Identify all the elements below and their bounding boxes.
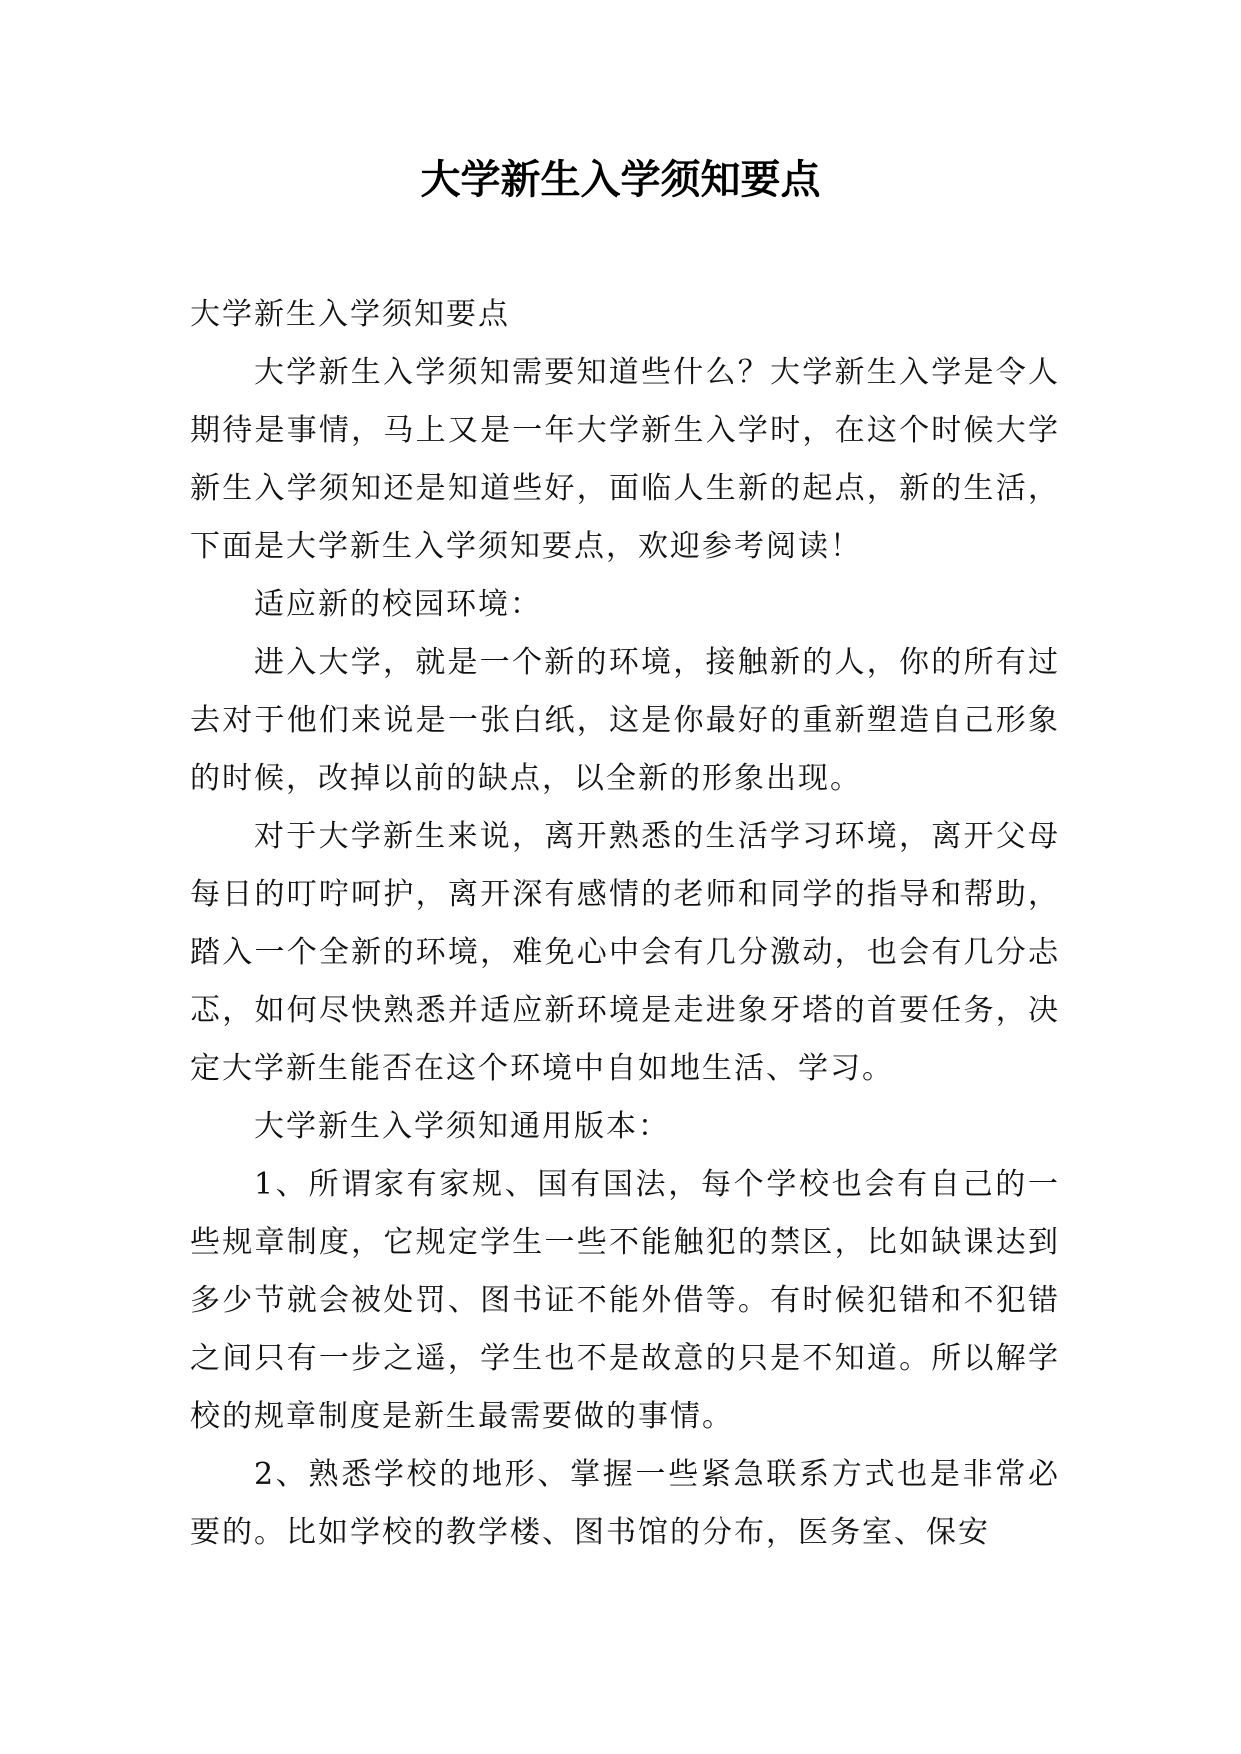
paragraph-leaving-home: 对于大学新生来说，离开熟悉的生活学习环境，离开父母每日的叮咛呵护，离开深有感情的老师和同学的指导和帮助，踏入一个全新的环境，难免心中会有几分激动，也会有几分忐忑，如何尽快熟悉并适应新环境是走进象牙塔的首要任务，决定大学新生能否在这个环境中自如地生活、学习。 — [190, 819, 1060, 1086]
document-body — [190, 286, 1060, 1562]
paragraph-heading: 大学新生入学须知要点 — [190, 297, 510, 332]
list-item-rules: 1、所谓家有家规、国有国法，每个学校也会有自己的一些规章制度，它规定学生一些不能触犯的禁区，比如缺课达到多少节就会被处罚、图书证不能外借等。有时候犯错和不犯错之间只有一步之遥，学生也不是故意的只是不知道。所以解学校的规章制度是新生最需要做的事情。 — [190, 1167, 1060, 1434]
section-heading-general: 大学新生入学须知通用版本： — [254, 1109, 670, 1144]
section-heading-adapt: 适应新的校园环境： — [254, 587, 542, 622]
document-title: 大学新生入学须知要点 — [420, 156, 821, 203]
paragraph-intro: 大学新生入学须知需要知道些什么？大学新生入学是令人期待是事情，马上又是一年大学新生入学时，在这个时候大学新生入学须知还是知道些好，面临人生新的起点，新的生活，下面是大学新生入学须知要点，欢迎参考阅读！ — [190, 355, 1060, 564]
paragraph-new-environment: 进入大学，就是一个新的环境，接触新的人，你的所有过去对于他们来说是一张白纸，这是你最好的重新塑造自己形象的时候，改掉以前的缺点，以全新的形象出现。 — [190, 645, 1060, 796]
list-item-campus-layout: 2、熟悉学校的地形、掌握一些紧急联系方式也是非常必要的。比如学校的教学楼、图书馆的分布，医务室、保安 — [190, 1457, 1060, 1550]
